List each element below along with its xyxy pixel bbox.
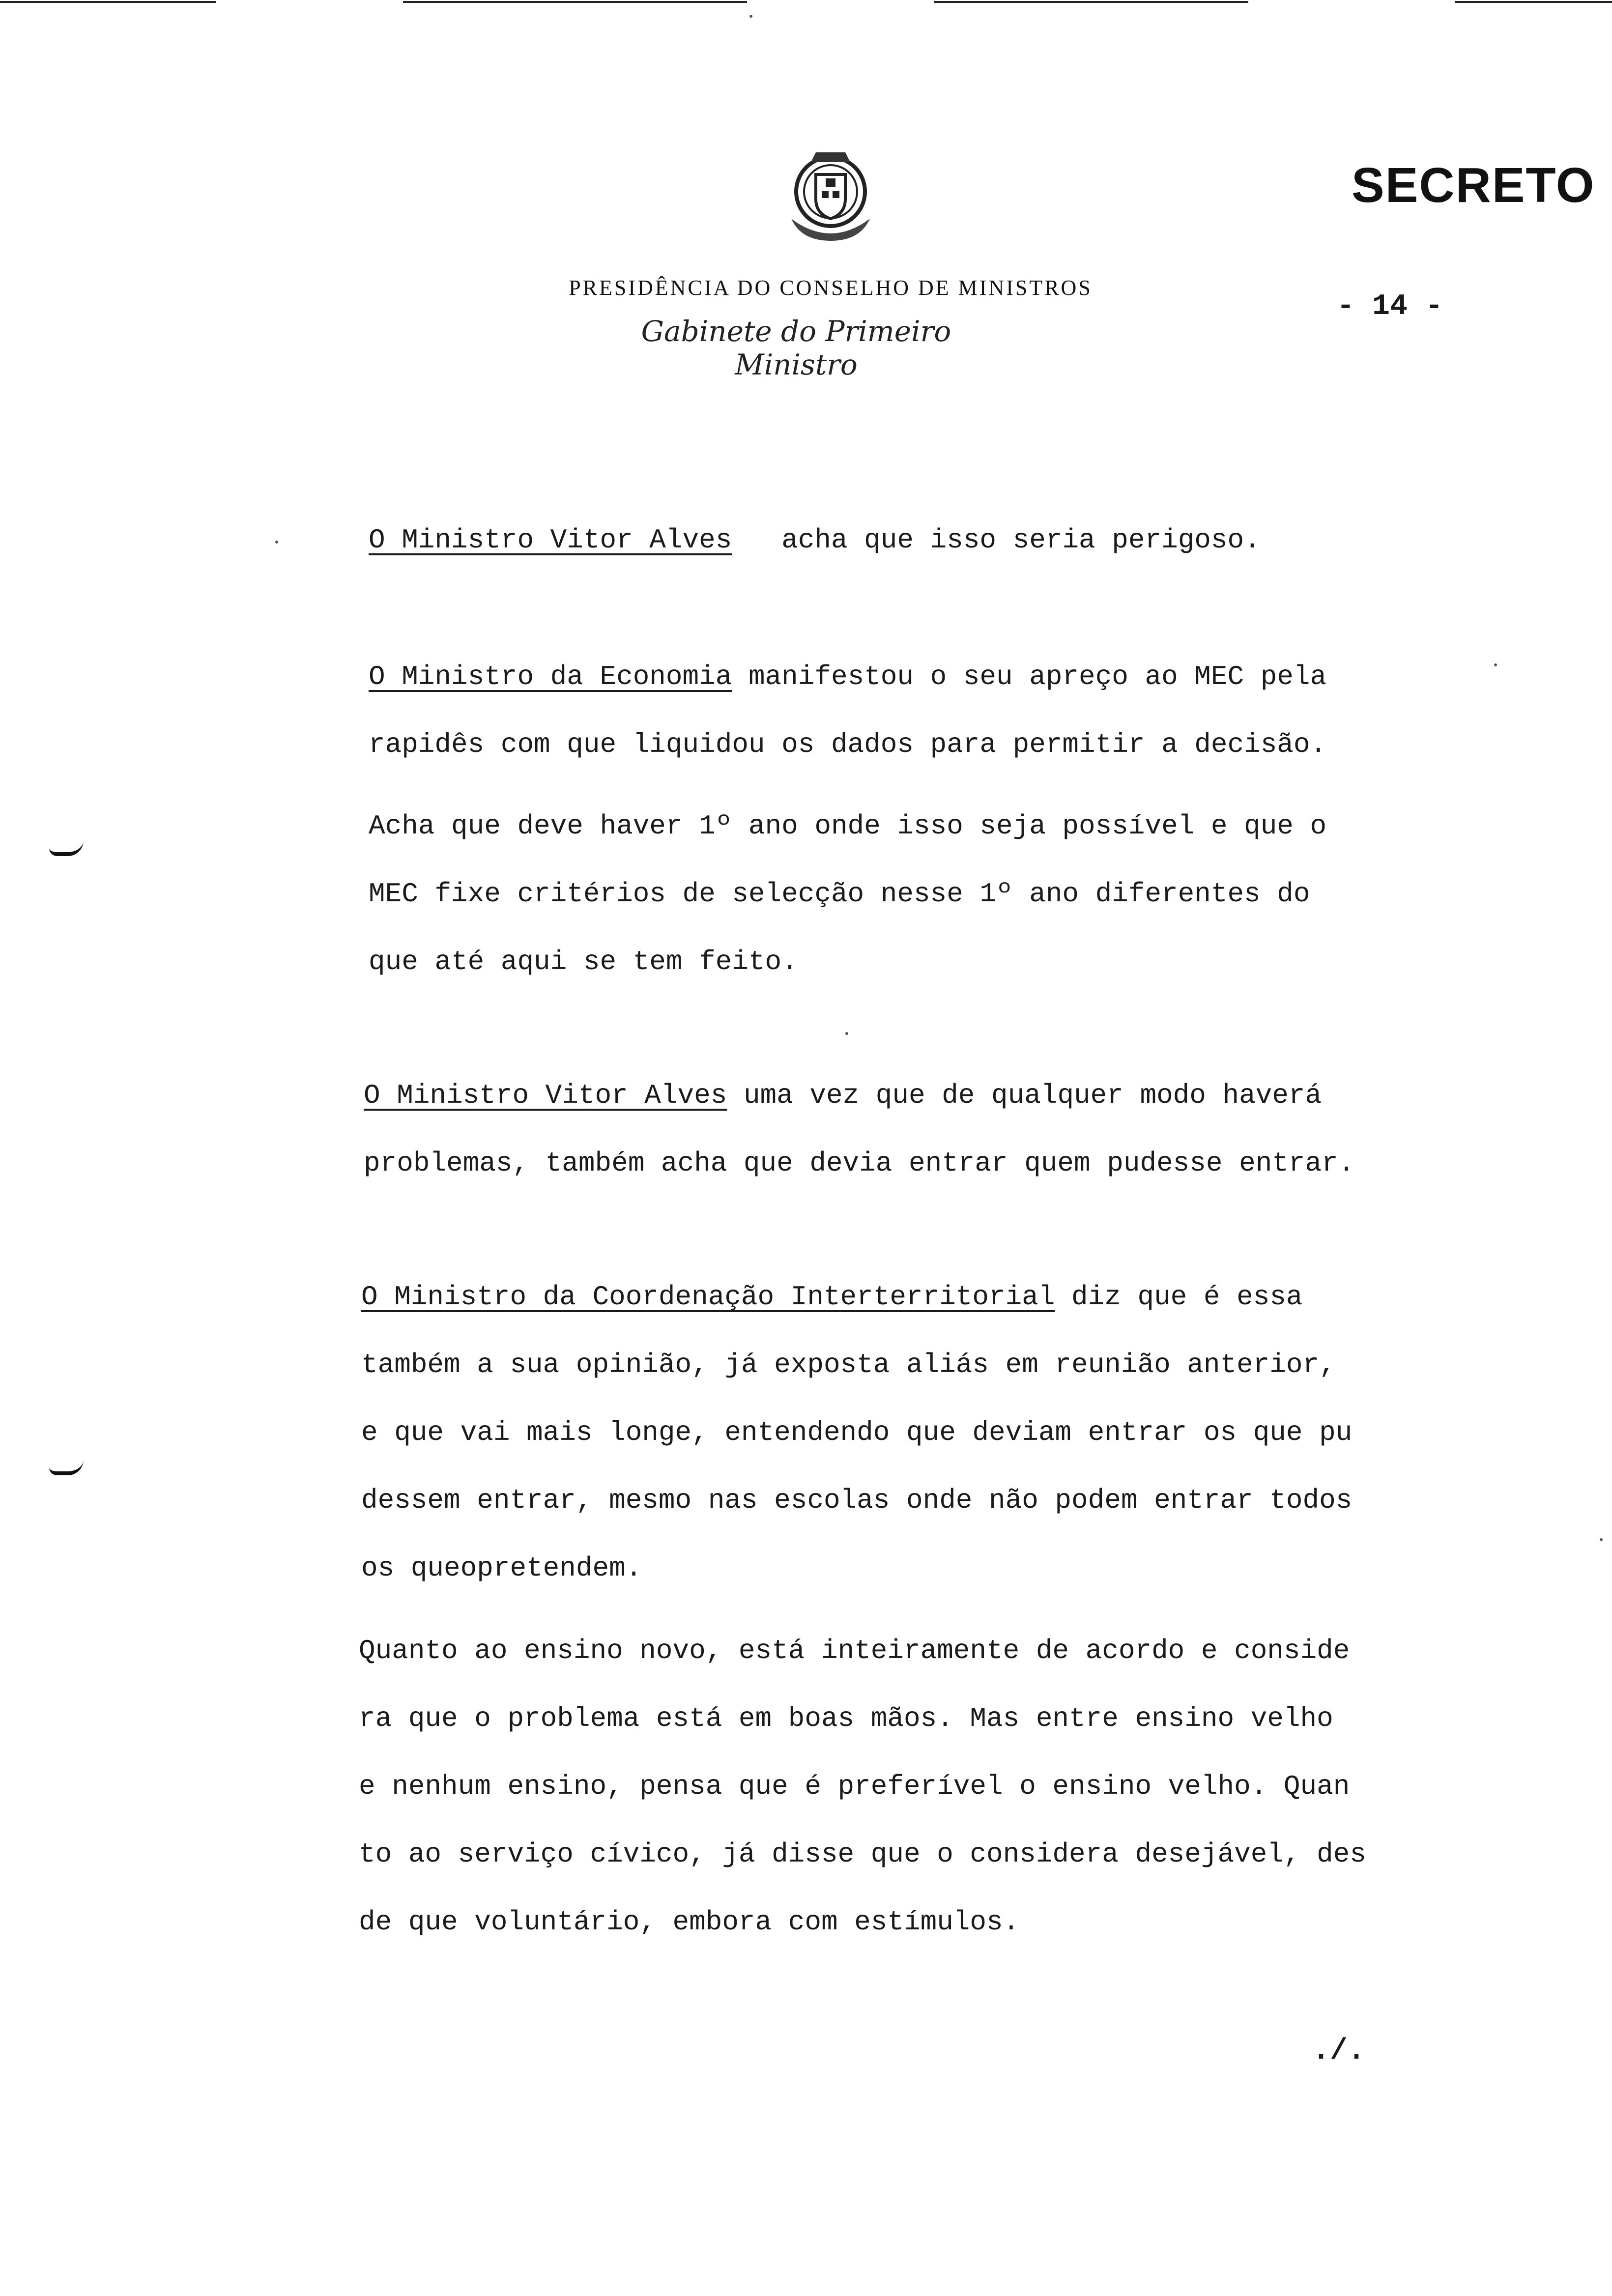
continuation-mark: ./. [1312,2035,1366,2068]
text-line: dessem entrar, mesmo nas escolas onde não podem entrar todos [361,1485,1353,1516]
paragraph-6 [359,1617,1366,1956]
text-line: Acha que deve haver 1º ano onde isso seja possível e que o [369,810,1327,842]
text-line: e nenhum ensino, pensa que é preferível o ensino velho. Quan [359,1771,1350,1802]
scan-speck [1494,663,1497,666]
text-line: e que vai mais longe, entendendo que deviam entrar os que pu [361,1417,1353,1448]
binding-hole-mark [49,840,84,856]
text-line: problemas, também acha que devia entrar quem pudesse entrar. [364,1148,1355,1179]
institution-heading: PRESIDÊNCIA DO CONSELHO DE MINISTROS [569,276,1093,300]
text-line: rapidês com que liquidou os dados para permitir a decisão. [369,729,1327,760]
speaker-name: O Ministro Vitor Alves [364,1080,727,1111]
text-line: que até aqui se tem feito. [369,946,798,977]
paragraph-4 [364,1062,1354,1197]
text-line [364,1062,1354,1129]
text-line: também a sua opinião, já exposta aliás em reunião anterior, [361,1349,1336,1380]
line-text: acha que isso seria perigoso. [781,524,1261,556]
text-line: to ao serviço cívico, já disse que o considera desejável, des [359,1838,1366,1870]
text-line: MEC fixe critérios de selecção nesse 1º ano diferentes do [369,878,1310,910]
paragraph-2 [369,643,1326,778]
coat-of-arms-icon [772,140,890,258]
binding-hole-mark [49,1460,84,1475]
line-text: uma vez que de qualquer modo haverá [743,1080,1322,1111]
paragraph-3 [369,792,1326,996]
top-rule [934,1,1248,3]
scan-speck [749,15,752,18]
text-line: de que voluntário, embora com estímulos. [359,1906,1020,1938]
top-rule [0,1,216,3]
line-text: manifestou o seu apreço ao MEC pela [748,661,1327,692]
text-line [361,1263,1352,1331]
paragraph-1 [369,506,1261,574]
text-line: os queopretendem. [361,1552,642,1584]
scan-speck [1600,1538,1603,1541]
text-line: Quanto ao ensino novo, está inteiramente de acordo e conside [359,1635,1350,1666]
page-number: - 14 - [1337,290,1443,323]
scan-speck [845,1032,848,1035]
speaker-name: O Ministro Vitor Alves [369,524,732,556]
line-text: diz que é essa [1071,1281,1303,1313]
top-rule [1455,1,1612,3]
office-subheading: Gabinete do Primeiro Ministro [641,315,951,381]
scan-speck [275,541,278,544]
text-line [369,506,1261,574]
classification-stamp: SECRETO [1352,158,1595,213]
paragraph-5 [361,1263,1352,1602]
text-line: ra que o problema está em boas mãos. Mas entre ensino velho [359,1703,1333,1734]
top-rule [403,1,747,3]
text-line [369,643,1326,711]
speaker-name: O Ministro da Economia [369,661,732,692]
speaker-name: O Ministro da Coordenação Interterritorial [361,1281,1055,1313]
